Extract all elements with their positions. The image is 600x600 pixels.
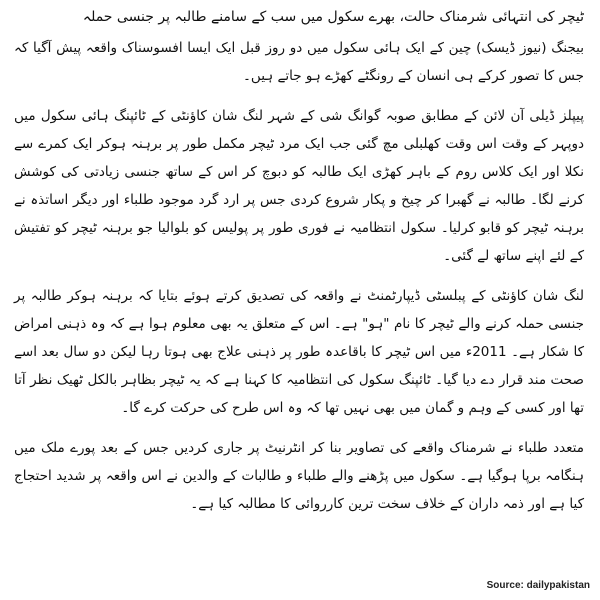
article-paragraph-3: لنگ شان کاؤنٹی کے پبلسٹی ڈیپارٹمنٹ نے واقعہ کی تصدیق کرتے ہوئے بتایا کہ برہنہ ہوکر طالبہ پر جنسی حملہ کرنے والے ٹیچر کا نام "ہو" ہے۔ اس کے متعلق یہ بھی معلوم ہوا ہے کہ وہ ذہنی امراض کا شکار ہے۔ 2011ء میں اس ٹیچر کا باقاعدہ طور پر ذہنی علاج بھی ہوتا رہا لیکن دو سال بعد اسے صحت مند قرار دے دیا گیا۔ ٹائپنگ سکول کی انتظامیہ کا کہنا ہے کہ یہ ٹیچر بظاہر بالکل ٹھیک نظر آتا تھا اور کسی کے وہم و گمان میں بھی نہیں تھا کہ وہ اس طرح کی حرکت کرے گا۔ <box>14 288 584 416</box>
news-article <box>10 4 588 530</box>
source-credit: Source: dailypakistan <box>486 580 590 591</box>
article-paragraph-2: پیپلز ڈیلی آن لائن کے مطابق صوبہ گوانگ شی کے شہر لنگ شان کاؤنٹی کے ٹائپنگ ہائی سکول میں دوپہر کے وقت اس وقت کھلبلی مچ گئی جب ایک مرد ٹیچر مکمل طور پر برہنہ ہوکر ایک کمرے سے نکلا اور ایک کلاس روم کے باہر کھڑی ایک طالبہ کو دبوچ کر اس کے ساتھ جنسی زیادتی کی کوشش کرنے لگا۔ طالبہ نے گھبرا کر چیخ و پکار شروع کردی جس پر ارد گرد موجود طلباء اور دیگر اساتذہ نے برہنہ ٹیچر کو قابو کرلیا۔ سکول انتظامیہ نے فوری طور پر پولیس کو بلوالیا جو برہنہ ٹیچر کو تفتیش کے لئے اپنے ساتھ لے گئی۔ <box>14 108 584 264</box>
article-paragraph-1: بیجنگ (نیوز ڈیسک) چین کے ایک ہائی سکول میں دو روز قبل ایک ایسا افسوسناک واقعہ پیش آگیا کہ جس کا تصور کرکے ہی انسان کے رونگٹے کھڑے ہو جاتے ہیں۔ <box>14 40 584 84</box>
article-paragraph-4: متعدد طلباء نے شرمناک واقعے کی تصاویر بنا کر انٹرنیٹ پر جاری کردیں جس کے بعد پورے ملک میں ہنگامہ برپا ہوگیا ہے۔ سکول میں پڑھنے والے طلباء و طالبات کے والدین نے اس واقعہ پر شدید احتجاج کیا ہے اور ذمہ داران کے خلاف سخت ترین کارروائی کا مطالبہ کیا ہے۔ <box>14 440 584 512</box>
article-headline: ٹیچر کی انتہائی شرمناک حالت، بھرے سکول میں سب کے سامنے طالبہ پر جنسی حملہ <box>82 9 584 25</box>
